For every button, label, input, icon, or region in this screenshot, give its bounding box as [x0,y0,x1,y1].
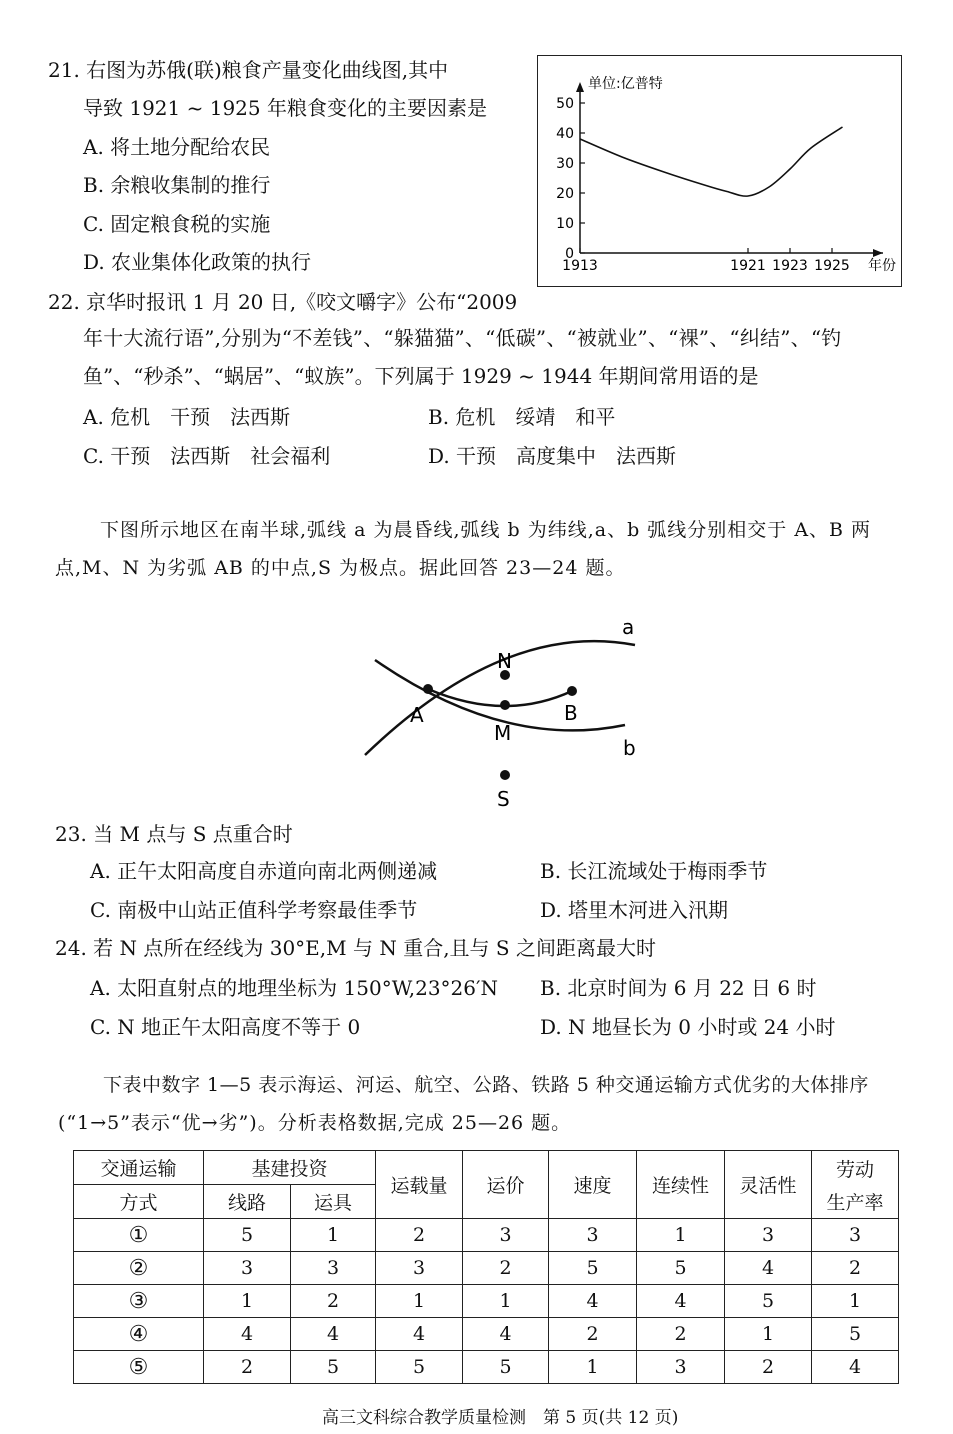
q24-stem: 24. 若 N 点所在经线为 30°E,M 与 N 重合,且与 S 之间距离最大时 [55,936,656,960]
table-cell: 4 [637,1285,725,1318]
label-s: S [497,787,510,811]
table-cell: 5 [204,1219,291,1252]
chart-unit-label: 单位:亿普特 [588,76,663,92]
q21-option-a: A. 将土地分配给农民 [83,135,271,159]
row-mode-label: ④ [74,1318,204,1351]
chart-y-tick-label: 10 [556,216,574,232]
q24-option-d: D. N 地昼长为 0 小时或 24 小时 [540,1015,836,1039]
grain-output-chart [537,55,902,287]
header-price: 运价 [463,1151,549,1219]
table-row [74,1219,899,1252]
chart-x-tick-label: 1923 [772,258,808,274]
intro-23-24-line2: 点,M、N 为劣弧 AB 的中点,S 为极点。据此回答 23—24 题。 [55,557,626,579]
header-line: 线路 [204,1185,291,1219]
chart-y-tick-label: 50 [556,96,574,112]
q24-option-a: A. 太阳直射点的地理坐标为 150°W,23°26′N [90,976,499,1000]
table-cell: 4 [204,1318,291,1351]
q22-option-a: A. 危机 干预 法西斯 [83,405,291,429]
chart-x-axis-label: 年份 [868,258,896,274]
table-cell: 2 [812,1252,899,1285]
table-cell: 2 [725,1351,812,1384]
q22-option-c: C. 干预 法西斯 社会福利 [83,444,331,468]
point-b [567,686,577,696]
q23-stem: 23. 当 M 点与 S 点重合时 [55,822,293,846]
transport-ranking-table [73,1150,899,1384]
label-n: N [497,649,512,673]
intro-25-26-line1: 下表中数字 1—5 表示海运、河运、航空、公路、铁路 5 种交通运输方式优劣的大体排序 [103,1074,869,1096]
q22-stem-line3: 鱼”、“秒杀”、“蜗居”、“蚁族”。下列属于 1929 ~ 1944 年期间常用语的是 [83,364,759,388]
point-s [500,770,510,780]
table-cell: 3 [204,1252,291,1285]
table-cell: 5 [463,1351,549,1384]
chart-x-tick-label: 1921 [730,258,766,274]
point-a [423,684,433,694]
q21-stem-line1: 21. 右图为苏俄(联)粮食产量变化曲线图,其中 [48,58,449,82]
table-row [74,1351,899,1384]
table-cell: 4 [291,1318,376,1351]
chart-x-tick-label: 1913 [562,258,598,274]
table-cell: 5 [637,1252,725,1285]
q22-stem-line1: 22. 京华时报讯 1 月 20 日,《咬文嚼字》公布“2009 [48,290,518,314]
table-cell: 3 [725,1219,812,1252]
table-cell: 4 [549,1285,637,1318]
table-row [74,1285,899,1318]
table-cell: 3 [376,1252,463,1285]
table-cell: 5 [549,1252,637,1285]
q23-option-d: D. 塔里木河进入汛期 [540,898,729,922]
table-cell: 2 [463,1252,549,1285]
chart-axes [576,82,883,257]
table-cell: 4 [812,1351,899,1384]
table-cell: 3 [637,1351,725,1384]
table-cell: 5 [812,1318,899,1351]
header-vehicle: 运具 [291,1185,376,1219]
chart-y-axis-arrow [576,82,584,92]
table-cell: 5 [725,1285,812,1318]
chart-y-tick-label: 30 [556,156,574,172]
table-cell: 1 [549,1351,637,1384]
table-cell: 2 [376,1219,463,1252]
table-cell: 2 [549,1318,637,1351]
table-cell: 2 [291,1285,376,1318]
table-cell: 2 [204,1351,291,1384]
table-cell: 3 [291,1252,376,1285]
label-a: a [622,615,635,639]
table-cell: 5 [291,1351,376,1384]
header-labor-line1: 劳动 [835,1158,874,1181]
q23-option-a: A. 正午太阳高度自赤道向南北两侧递减 [90,859,438,883]
q21-stem-line2: 导致 1921 ~ 1925 年粮食变化的主要因素是 [83,96,487,120]
table-cell: 5 [376,1351,463,1384]
table-cell: 3 [812,1219,899,1252]
header-labor-productivity [812,1151,899,1219]
table-cell: 1 [725,1318,812,1351]
table-cell: 4 [376,1318,463,1351]
chart-x-axis-arrow [873,249,883,257]
chart-x-ticks [562,248,850,274]
chart-y-tick-label: 40 [556,126,574,142]
table-cell: 1 [204,1285,291,1318]
label-b-point: B [564,701,578,725]
intro-23-24-line1: 下图所示地区在南半球,弧线 a 为晨昏线,弧线 b 为纬线,a、b 弧线分别相交于 A、B 两 [100,519,872,541]
label-m: M [494,721,512,745]
table-cell: 2 [637,1318,725,1351]
table-cell: 3 [549,1219,637,1252]
q24-option-c: C. N 地正午太阳高度不等于 0 [90,1015,361,1039]
header-flexibility: 灵活性 [725,1151,812,1219]
point-m [500,700,510,710]
header-labor-line2: 生产率 [826,1191,884,1214]
row-mode-label: ② [74,1252,204,1285]
table-cell: 4 [463,1318,549,1351]
q22-option-b: B. 危机 绥靖 和平 [428,405,616,429]
arc-diagram [350,610,670,815]
q21-option-d: D. 农业集体化政策的执行 [83,250,312,274]
header-mode-line2: 方式 [74,1185,204,1219]
q21-option-c: C. 固定粮食税的实施 [83,212,271,236]
table-row [74,1252,899,1285]
chart-x-tick-label: 1925 [814,258,850,274]
header-continuity: 连续性 [637,1151,725,1219]
table-cell: 1 [463,1285,549,1318]
table-cell: 4 [725,1252,812,1285]
q22-option-d: D. 干预 高度集中 法西斯 [428,444,677,468]
q23-option-c: C. 南极中山站正值科学考察最佳季节 [90,898,418,922]
q22-stem-line2: 年十大流行语”,分别为“不差钱”、“躲猫猫”、“低碳”、“被就业”、“裸”、“纠结”、“钓 [83,326,842,350]
q24-option-b: B. 北京时间为 6 月 22 日 6 时 [540,976,817,1000]
header-mode [74,1151,204,1185]
table-cell: 1 [376,1285,463,1318]
q23-option-b: B. 长江流域处于梅雨季节 [540,859,768,883]
q21-option-b: B. 余粮收集制的推行 [83,173,271,197]
row-mode-label: ⑤ [74,1351,204,1384]
header-mode-line1: 交通运输 [100,1158,177,1180]
grain-output-line [580,127,843,196]
page-footer: 高三文科综合教学质量检测 第 5 页(共 12 页) [322,1408,679,1428]
header-investment: 基建投资 [204,1151,376,1185]
header-volume: 运载量 [376,1151,463,1219]
table-row [74,1318,899,1351]
table-cell: 1 [637,1219,725,1252]
intro-25-26-line2: (“1→5”表示“优→劣”)。分析表格数据,完成 25—26 题。 [58,1112,572,1134]
label-a-point: A [410,703,424,727]
table-cell: 3 [463,1219,549,1252]
chart-y-tick-label: 0 [565,246,574,262]
header-speed: 速度 [549,1151,637,1219]
table-cell: 1 [812,1285,899,1318]
row-mode-label: ③ [74,1285,204,1318]
label-b: b [623,736,636,760]
chart-y-tick-label: 20 [556,186,574,202]
table-cell: 1 [291,1219,376,1252]
row-mode-label: ① [74,1219,204,1252]
